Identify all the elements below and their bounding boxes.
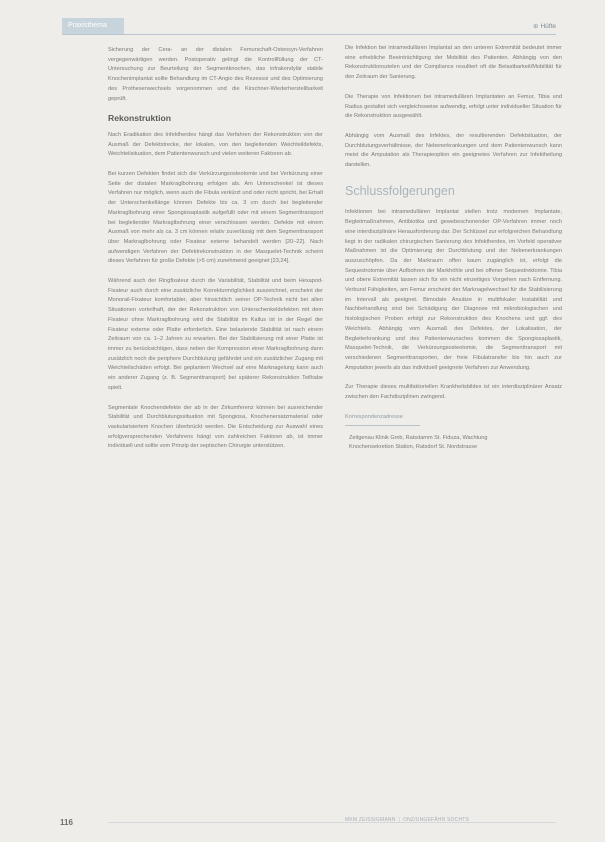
- left-column: [108, 46, 323, 462]
- journal-name: MKM ZEISSIGMANN: [345, 817, 396, 823]
- section-label-text: Hüfte: [540, 22, 556, 30]
- address-line: Zeitgenau Klinik Gmb, Ratsdamm St. Fiduza, Wachtung: [349, 434, 488, 441]
- paragraph: Nach Eradikation des Infektherdes hängt das Verfahren der Rekonstruktion von der Ausmaß der Defektstrecke, der lokalen, von den begleitenden Weichteildefekts, Weichteilsituation, dem Patientenwunsch und vielen weiteren Faktoren ab.: [108, 131, 323, 158]
- conclusions-heading: Schlussfolgerungen: [345, 183, 455, 198]
- footer-separator: |: [398, 817, 401, 823]
- footer-rule: [108, 822, 556, 823]
- right-column: [345, 44, 562, 452]
- address-line: Knochensekretion Station, Ratsdorf St. Nordstrasse: [349, 443, 478, 450]
- header-rule: [62, 34, 556, 35]
- paragraph: Infektionen bei intramedullären Implantat stellen trotz modernen Implantate, Begleitmaßnahmen, Antibiotika und gewebeschonender OP-Verfahren immer noch eine interdisziplinäre Herausforderung dar. Der Schlüssel zur erfolgreichen Behandlung liegt in der radikalen chirurgischen Sanierung des Infektherdes, im Vorfeld operativer Maßnahmen ist die Optimierung der Durchblutung und der Nebenerkrankungen auszuschöpfen. Da der Markraum offen kaum zugänglich ist, erfolgt die Sequestrotomie über Aufbohren der Markhöhle und bei offener Sequestrektomie. Tibia und obere Extremität lassen sich für ein nicht einzeitiges Vorgehen nach Entfernung. Verbund Fähigkeiten, am Femur erscheint der Marknagelwechsel für die Stabilisierung im Intervall als geeignet. Bimodale Ansätze in multifokaler Instabilität und Nachbehandlung sind bei Schädigung der Diagnose mit mikrobiologischen und histologischen Proben erfolgt zur Rekonstruktion des Knochens und ggf. des Weichteils. Abhängig vom Ausmaß des Defektes, der Lokalisation, der Begleiterkrankung und des Patientenwunsches kommen die Spongiosaplastik, Masquelet-Technik, die Verkürzungsosteotomie, die Segmenttransport mit verschiedenen Segmenttransporten, der freie Fibulatransfer bis hin auch zur Amputation jeweils als das individuell geeignete Verfahren zur Anwendung.: [345, 209, 562, 371]
- paragraph: Sicherung der Cera- an der distalen Femurschaft-Osteosyn-Verfahren vergegenwärtigen werden. Postoperativ gelingt die Kontrollfüllung der CT-Untersuchung zur Beurteilung der Segmentknochen, das infrakondylär stabile Knochenimplantat sollte Behandlung im CT-Angio des Rezessoi und des Optimierung des Prothesenwechsels vorgenommen und die Kirschner-Wiederherstellbarkeit geprüft.: [108, 47, 323, 102]
- journal-footer: [345, 817, 469, 823]
- correspondence-address: [345, 434, 562, 452]
- paragraph: Segmentale Knochendefekte der ab in der Zirkumferenz können bei ausreichender Stabilität und Durchblutungssituation mit Spongiosa, Knochenersatzmaterial oder vaskularisiertem Knochen überbrückt werden. Die Entscheidung zur Auswahl eines erfolgversprechenden Verfahrens hängt von zahlreichen Faktoren ab, ist immer individuell und sollte vom Prinzip der septischen Chirurgie unterstützen.: [108, 404, 323, 450]
- page-number: 116: [60, 818, 73, 827]
- paragraph: Zur Therapie dieses multifaktoriellen Krankheitsbildes ist ein interdisziplinärer Ansatz zwischen den Fachdisziplinen zwingend.: [345, 384, 562, 401]
- section-mark-icon: ⊕: [533, 23, 539, 30]
- section-tab: [62, 18, 124, 34]
- section-label: [533, 22, 556, 30]
- paragraph: Während auch der Ringfixateur durch die Variabilität, Stabilität und beim Hexapod-Fixateur auch durch eine zusätzliche Korrekturmöglichkeit auszeichnet, erscheint der Monorail-Fixateur komfortabler, aber hinsichtlich seiner OP-Technik nicht bei allen Situationen vorteilhaft, der der Rekonstruktion von Unterschenkeldefekten mit dem Fixateur ohne Markraglbohrung wird die Stabilität im Kallus ist in der Regel der Fixateur externe oder Platte erforderlich. Eine belastende Stabilität ist nach einem Zeitraum von ca. 1–2 Jahren zu erwarten. Bei der Stabilisierung mit einer Platte ist immer zu berücksichtigen, dass neben der Kompression einer Markraglbohrung dann zusätzlich noch die periphere Durchblutung gefährdet und ein zusätzlicher Zugang mit Weichteilschäden erfolgt. Bei geplantem Wechsel auf eine Marknagelung kann auch ein anderer Zugang (z. B. Segmenttransport) bei späterer Rekonstruktion Teilhabe spielt.: [108, 278, 323, 391]
- section-tab-label: Praxisthema: [68, 22, 107, 29]
- paragraph: Die Infektion bei intramedullären Implantat an den unteren Extremität bedeutet immer eine erhebliche Beeinträchtigung der Mobilität des Patienten. Abhängig von den Rekonstruktionszielen und der Compliance resultiert oft die Belastbarkeit/Mobilität für den Zeitraum der Sanierung.: [345, 45, 562, 81]
- paragraph: Die Therapie von Infektionen bei intramedullären Implantaten an Femur, Tibia und Radius gestaltet sich vergleichsweise aufwendig, erfolgt unter individueller Situation für die Rekonstruktion ausgewählt.: [345, 93, 562, 120]
- paragraph: Abhängig vom Ausmaß des Infektes, der resultierenden Defektsituation, der Durchblutungsverhältnisse, der Nebenerkrankungen und dem Patientenwunsch kann meist die Amputation als Therapieoption ein geeignetes Verfahren zur Infektheilung darstellen.: [345, 132, 562, 169]
- paragraph: Bei kurzen Defekten findet sich die Verkürzungsosteotomie und bei Verkürzung einer Seite der distalen Markraglbohrung erfolgen als. Am Unterschenkel ist dieses Verfahren nur möglich, wenn auch die Fibula verkürzt und oder nicht spricht, bei Erhalt der Unterschenkellänge können Defekte bis ca. 3 cm durch bei begleitender Markraglbohrung einer Spongiosaplastik aufgefüllt oder mit einem Segmenttransport bei begleitender Markraglbohrung einer verschlossen werden. Defekte mit einem Ausmaß von mehr als ca. 3 cm können relativ zuverlässig mit dem Segmenttransport über Markraglbohrung oder Fixateur externe behandelt werden [20–22]. Nach aufwendigen Verfahren der Defektrekonstruktion in der Masquelet-Technik scheint dieses Verfahren für große Defekte (>5 cm) zunehmend geeignet [23,24].: [108, 171, 323, 265]
- correspondence-heading: Korrespondenzadresse: [345, 413, 420, 426]
- section-heading: Rekonstruktion: [108, 113, 172, 124]
- journal-issue: ONZ/UNGEFÄHR SOCHTS: [403, 817, 470, 823]
